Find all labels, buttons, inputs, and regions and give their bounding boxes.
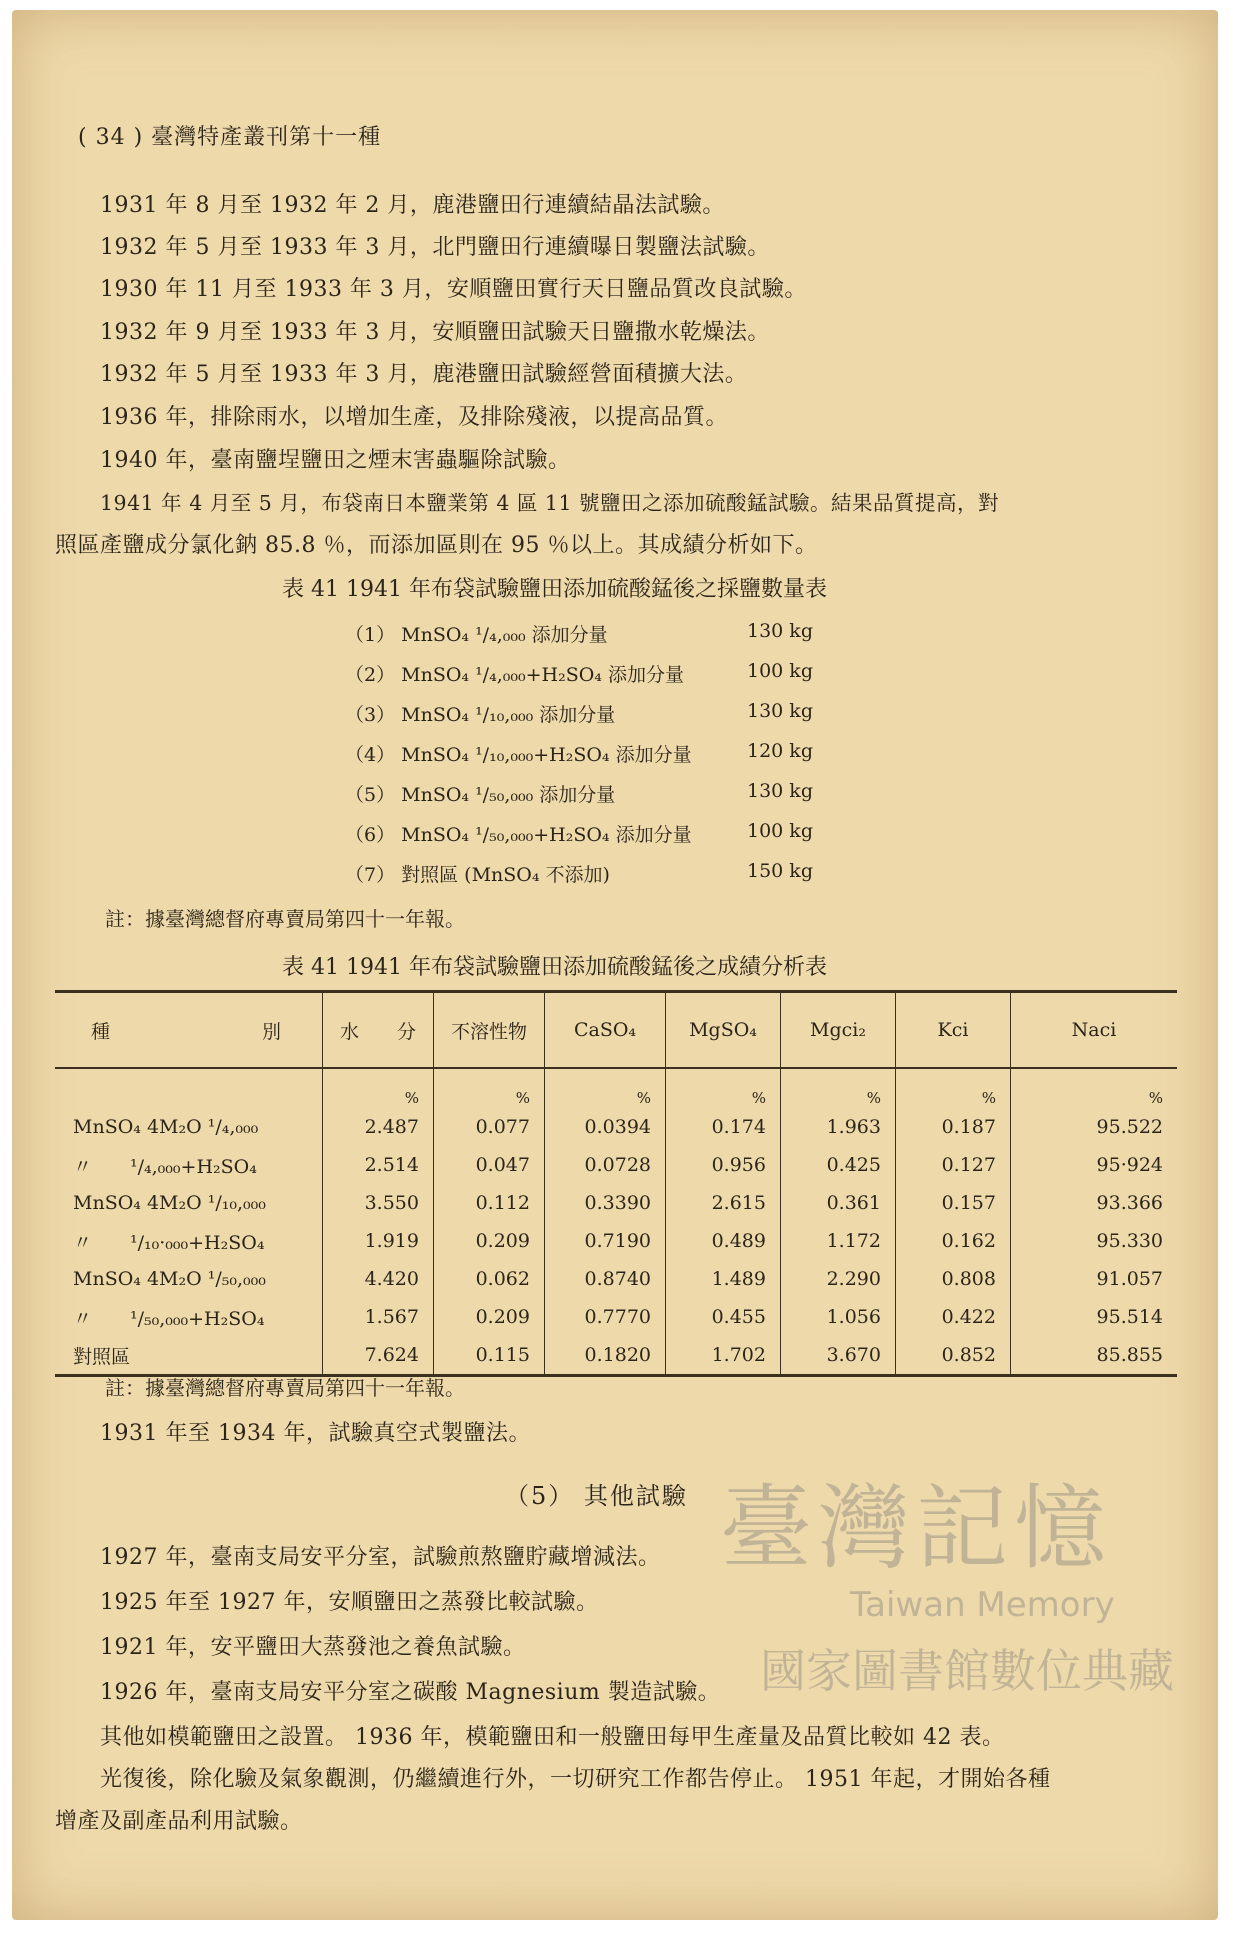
- watermark-library: 國家圖書館數位典藏: [760, 1644, 1174, 1698]
- col-header: Mgci₂: [781, 992, 896, 1069]
- paragraph-line: 1925 年至 1927 年，安順鹽田之蒸發比較試驗。: [100, 1590, 599, 1615]
- watermark-title: 臺灣記憶: [720, 1475, 1113, 1582]
- paragraph-line: 1921 年，安平鹽田大蒸發池之養魚試驗。: [100, 1635, 526, 1660]
- paragraph-line: 1931 年至 1934 年，試驗真空式製鹽法。: [100, 1421, 531, 1446]
- paragraph-line: 其他如模範鹽田之設置。 1936 年，模範鹽田和一般鹽田每甲生產量及品質比較如 42 表。: [100, 1725, 1005, 1750]
- paragraph-line: 1930 年 11 月至 1933 年 3 月，安順鹽田實行天日鹽品質改良試驗。: [100, 277, 807, 302]
- paragraph-line: 照區產鹽成分氯化鈉 85.8 ％，而添加區則在 95 ％以上。其成績分析如下。: [55, 533, 818, 558]
- watermark-english: Taiwan Memory: [850, 1585, 1115, 1625]
- table1-note: 註：據臺灣總督府專賣局第四十一年報。: [105, 907, 465, 931]
- col-header: Naci: [1011, 992, 1178, 1069]
- table1-item: （1） MnSO₄ ¹/₄,₀₀₀ 添加分量 130 kg: [345, 620, 813, 646]
- table-row: MnSO₄ 4M₂O ¹/₁₀,₀₀₀ 3.550 0.112 0.3390 2.615 0.361 0.157 93.366: [55, 1184, 1177, 1222]
- paragraph-line: 1941 年 4 月至 5 月，布袋南日本鹽業第 4 區 11 號鹽田之添加硫酸錳試驗。結果品質提高，對: [100, 491, 1000, 515]
- paragraph-line: 1926 年，臺南支局安平分室之碳酸 Magnesium 製造試驗。: [100, 1680, 721, 1705]
- watermark: [720, 1455, 1190, 1715]
- unit-row: % % % % % % %: [55, 1068, 1177, 1108]
- col-header: 種 別: [55, 992, 323, 1069]
- table-row: 〃 ¹/₄,₀₀₀+H₂SO₄ 2.514 0.047 0.0728 0.956 0.425 0.127 95·924: [55, 1146, 1177, 1184]
- paragraph-line: 1931 年 8 月至 1932 年 2 月，鹿港鹽田行連續結晶法試驗。: [100, 193, 725, 218]
- paragraph-line: 1932 年 5 月至 1933 年 3 月，北門鹽田行連續曝日製鹽法試驗。: [100, 235, 770, 260]
- col-header: CaSO₄: [545, 992, 666, 1069]
- col-header: 水 分: [323, 992, 434, 1069]
- col-header: Kci: [896, 992, 1011, 1069]
- paragraph-line: 1932 年 9 月至 1933 年 3 月，安順鹽田試驗天日鹽撒水乾燥法。: [100, 320, 770, 345]
- table1-item: （2） MnSO₄ ¹/₄,₀₀₀+H₂SO₄ 添加分量 100 kg: [345, 660, 813, 686]
- page-header: ( 34 ) 臺灣特產叢刊第十一種: [78, 125, 382, 150]
- table-row: 〃 ¹/₁₀·₀₀₀+H₂SO₄ 1.919 0.209 0.7190 0.489 1.172 0.162 95.330: [55, 1222, 1177, 1260]
- table1-caption: 表 41 1941 年布袋試驗鹽田添加硫酸錳後之採鹽數量表: [282, 577, 827, 602]
- col-header: MgSO₄: [666, 992, 781, 1069]
- table-row: 〃 ¹/₅₀,₀₀₀+H₂SO₄ 1.567 0.209 0.7770 0.455 1.056 0.422 95.514: [55, 1298, 1177, 1336]
- paragraph-line: 增產及副產品利用試驗。: [55, 1809, 303, 1834]
- table1-item: （3） MnSO₄ ¹/₁₀,₀₀₀ 添加分量 130 kg: [345, 700, 813, 726]
- table1-item: （5） MnSO₄ ¹/₅₀,₀₀₀ 添加分量 130 kg: [345, 780, 813, 806]
- table1-item: （6） MnSO₄ ¹/₅₀,₀₀₀+H₂SO₄ 添加分量 100 kg: [345, 820, 813, 846]
- paragraph-line: 1927 年，臺南支局安平分室，試驗煎熬鹽貯藏增減法。: [100, 1545, 661, 1570]
- paragraph-line: 1932 年 5 月至 1933 年 3 月，鹿港鹽田試驗經營面積擴大法。: [100, 362, 748, 387]
- table-row: MnSO₄ 4M₂O ¹/₄,₀₀₀ 2.487 0.077 0.0394 0.174 1.963 0.187 95.522: [55, 1108, 1177, 1146]
- table2-note: 註：據臺灣總督府專賣局第四十一年報。: [105, 1376, 465, 1400]
- paragraph-line: 1940 年，臺南鹽埕鹽田之煙末害蟲驅除試驗。: [100, 448, 571, 473]
- paragraph-line: 光復後，除化驗及氣象觀測，仍繼續進行外，一切研究工作都告停止。 1951 年起，才開始各種: [100, 1767, 1051, 1792]
- table1-item: （7） 對照區 (MnSO₄ 不添加) 150 kg: [345, 860, 813, 886]
- col-header: 不溶性物: [434, 992, 545, 1069]
- table2-caption: 表 41 1941 年布袋試驗鹽田添加硫酸錳後之成績分析表: [282, 955, 827, 980]
- table-row: MnSO₄ 4M₂O ¹/₅₀,₀₀₀ 4.420 0.062 0.8740 1.489 2.290 0.808 91.057: [55, 1260, 1177, 1298]
- table1-item: （4） MnSO₄ ¹/₁₀,₀₀₀+H₂SO₄ 添加分量 120 kg: [345, 740, 813, 766]
- analysis-table: [55, 990, 1177, 1377]
- table-row: 對照區 7.624 0.115 0.1820 1.702 3.670 0.852 85.855: [55, 1336, 1177, 1376]
- paragraph-line: 1936 年，排除雨水，以增加生產，及排除殘液，以提高品質。: [100, 405, 728, 430]
- table-header-row: [55, 992, 1177, 1069]
- section-heading: （5） 其他試驗: [505, 1482, 688, 1510]
